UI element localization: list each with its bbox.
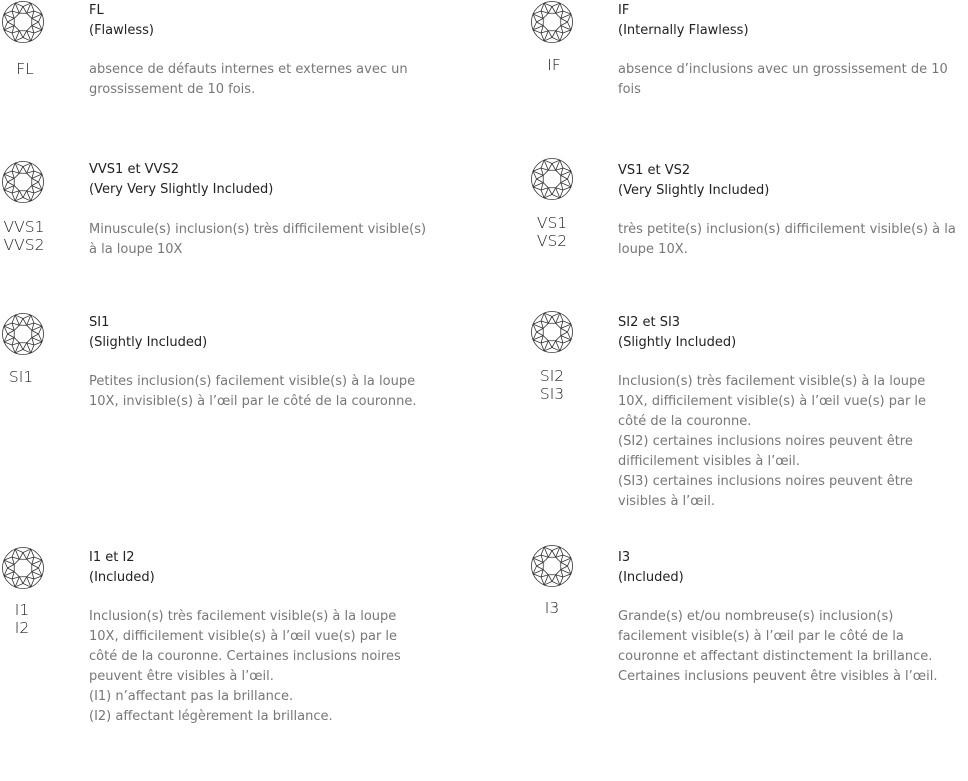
grade-title xyxy=(618,548,684,588)
grade-name: I3 xyxy=(618,550,631,565)
grade-description xyxy=(89,60,449,100)
grade-subtitle: (Very Slightly Included) xyxy=(618,183,770,198)
diamond-icon xyxy=(530,544,574,588)
desc-line: 10X, difficilement visible(s) à l’œil vue(s) par le xyxy=(618,394,927,409)
desc-line: peuvent être visibles à l’œil. xyxy=(89,669,274,684)
desc-line: (I2) affectant légèrement la brillance. xyxy=(89,709,333,724)
grade-code-line: VS1 xyxy=(536,214,568,232)
diamond-icon xyxy=(1,160,45,204)
desc-line: Inclusion(s) très facilement visible(s) à la loupe xyxy=(89,609,397,624)
grade-code-line: I1 xyxy=(14,601,30,619)
grade-name: SI2 et SI3 xyxy=(618,315,681,330)
desc-line: très petite(s) inclusion(s) difficilement visible(s) à la xyxy=(618,222,956,237)
grade-name: VVS1 et VVS2 xyxy=(89,162,179,177)
grade-subtitle: (Included) xyxy=(89,570,155,585)
grade-title xyxy=(618,1,749,41)
desc-line: loupe 10X. xyxy=(618,242,688,257)
diamond-icon xyxy=(1,0,45,44)
desc-line: 10X, difficilement visible(s) à l’œil vue(s) par le xyxy=(89,629,398,644)
grade-description xyxy=(618,60,968,100)
grade-code-line: I2 xyxy=(14,619,30,637)
grade-subtitle: (Slightly Included) xyxy=(89,335,208,350)
grade-subtitle: (Flawless) xyxy=(89,23,154,38)
grade-description xyxy=(618,607,968,687)
grade-code-line: SI1 xyxy=(8,368,34,386)
grade-code xyxy=(0,218,49,254)
grade-code-line: I3 xyxy=(544,599,560,617)
grade-code-line: SI3 xyxy=(539,385,565,403)
grade-title xyxy=(618,313,736,353)
desc-line: (SI3) certaines inclusions noires peuvent être xyxy=(618,474,913,489)
grade-code-line: VS2 xyxy=(536,232,568,250)
grade-description xyxy=(618,372,968,512)
grade-code xyxy=(527,367,577,403)
desc-line: fois xyxy=(618,82,641,97)
desc-line: absence de défauts internes et externes avec un xyxy=(89,62,408,77)
grade-subtitle: (Included) xyxy=(618,570,684,585)
grade-code-line: VVS2 xyxy=(3,236,45,254)
grade-name: VS1 et VS2 xyxy=(618,163,691,178)
grade-name: FL xyxy=(89,3,104,18)
desc-line: grossissement de 10 fois. xyxy=(89,82,256,97)
grade-name: IF xyxy=(618,3,630,18)
grade-code xyxy=(0,601,47,637)
grade-code-line: VVS1 xyxy=(3,218,45,236)
grade-title xyxy=(89,548,155,588)
desc-line: absence d’inclusions avec un grossissement de 10 xyxy=(618,62,948,77)
grade-name: SI1 xyxy=(89,315,110,330)
desc-line: (SI2) certaines inclusions noires peuvent être xyxy=(618,434,913,449)
grade-title xyxy=(89,313,207,353)
grade-title xyxy=(89,160,273,200)
desc-line: côté de la couronne. xyxy=(618,414,752,429)
diamond-icon xyxy=(530,310,574,354)
diamond-icon xyxy=(1,546,45,590)
grade-code xyxy=(529,56,579,74)
diamond-icon xyxy=(530,0,574,44)
desc-line: visibles à l’œil. xyxy=(618,494,715,509)
grade-code xyxy=(527,214,577,250)
desc-line: 10X, invisible(s) à l’œil par le côté de la couronne. xyxy=(89,394,417,409)
desc-line: (I1) n’affectant pas la brillance. xyxy=(89,689,294,704)
desc-line: Minuscule(s) inclusion(s) très difficilement visible(s) xyxy=(89,222,427,237)
grade-description xyxy=(89,372,449,412)
desc-line: côté de la couronne. Certaines inclusions noires xyxy=(89,649,401,664)
grade-code xyxy=(0,60,50,78)
grade-code-line: FL xyxy=(16,60,34,78)
diamond-icon xyxy=(1,312,45,356)
grade-title xyxy=(618,161,769,201)
grade-subtitle: (Slightly Included) xyxy=(618,335,737,350)
grade-subtitle: (Internally Flawless) xyxy=(618,23,749,38)
grade-subtitle: (Very Very Slightly Included) xyxy=(89,182,274,197)
desc-line: à la loupe 10X xyxy=(89,242,183,257)
grade-name: I1 et I2 xyxy=(89,550,135,565)
grade-code xyxy=(527,599,577,617)
grade-code xyxy=(0,368,46,386)
grade-title xyxy=(89,1,154,41)
desc-line: Inclusion(s) très facilement visible(s) à la loupe xyxy=(618,374,926,389)
desc-line: Petites inclusion(s) facilement visible(s) à la loupe xyxy=(89,374,416,389)
desc-line: facilement visible(s) à l’œil par le côté de la xyxy=(618,629,904,644)
grade-description xyxy=(89,607,449,727)
desc-line: Certaines inclusions peuvent être visibles à l’œil. xyxy=(618,669,938,684)
desc-line: difficilement visibles à l’œil. xyxy=(618,454,800,469)
grade-code-line: IF xyxy=(547,56,561,74)
grade-code-line: SI2 xyxy=(539,367,565,385)
desc-line: Grande(s) et/ou nombreuse(s) inclusion(s) xyxy=(618,609,894,624)
diamond-icon xyxy=(530,157,574,201)
grade-description xyxy=(618,220,968,260)
grade-description xyxy=(89,220,449,260)
desc-line: couronne et affectant distinctement la brillance. xyxy=(618,649,933,664)
